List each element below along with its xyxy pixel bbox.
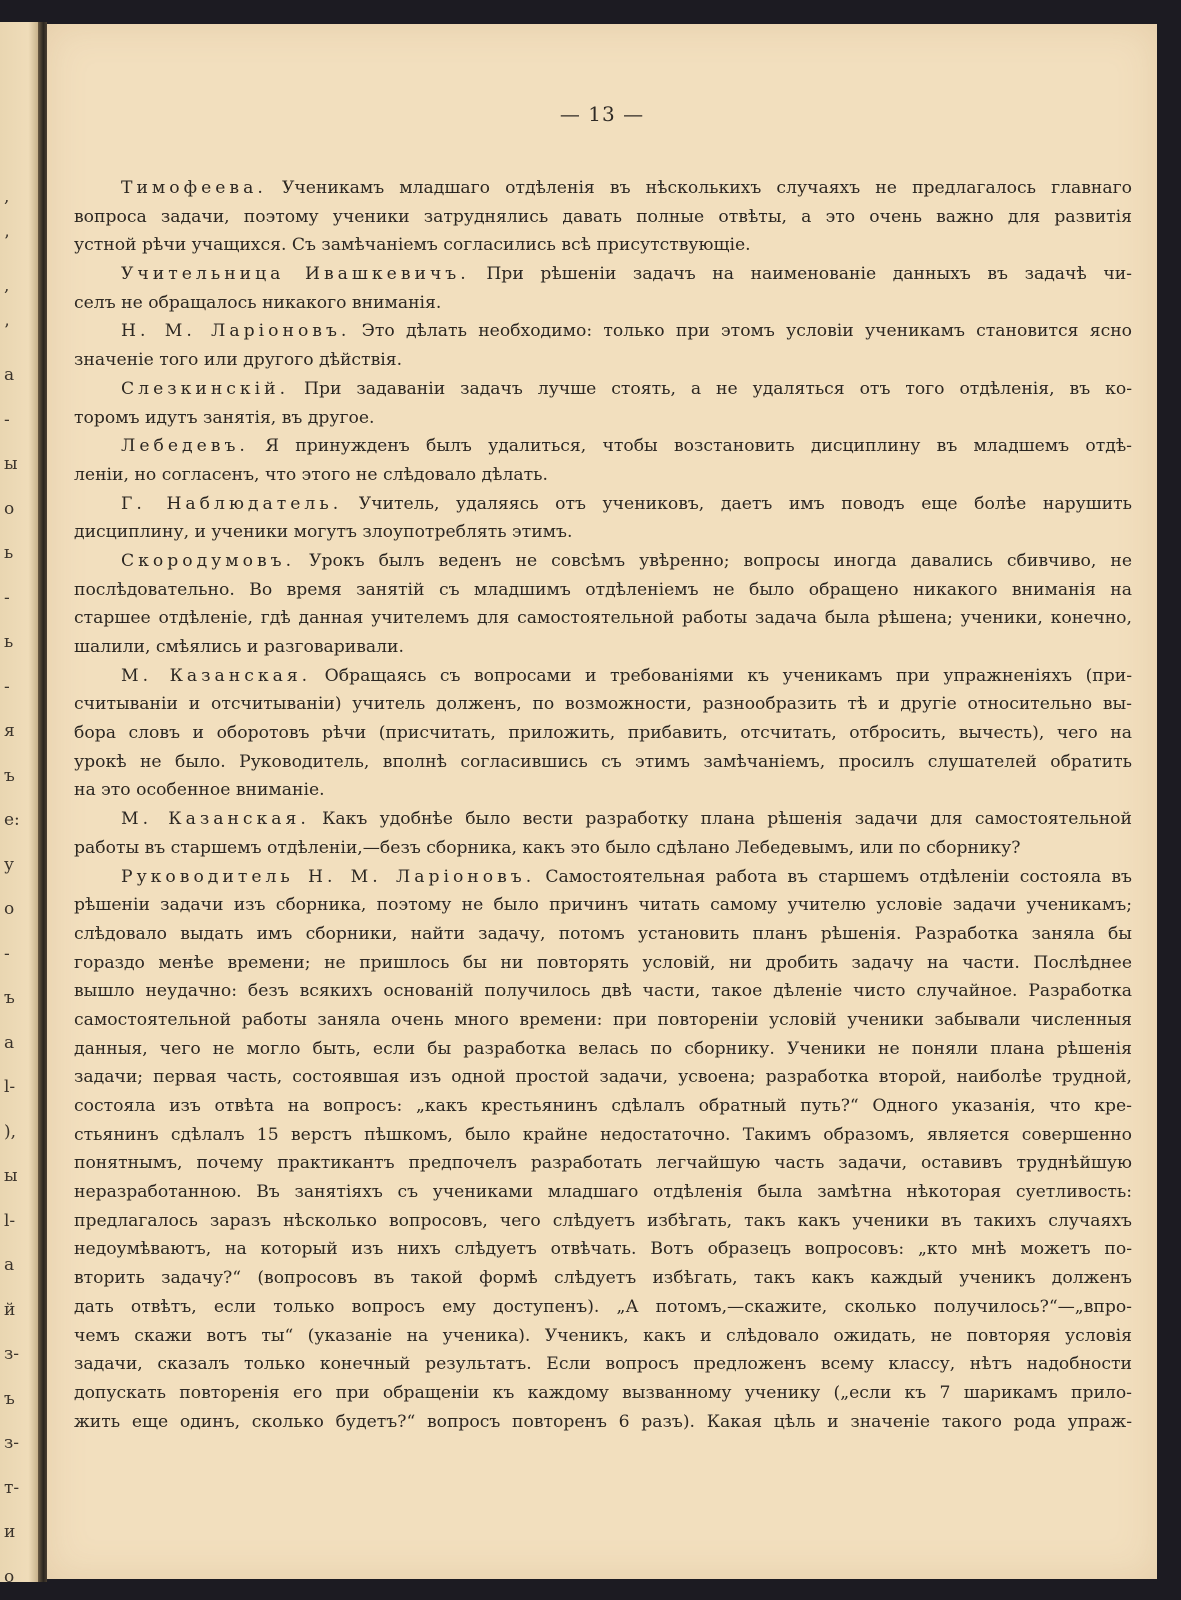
line-text: допускать повторенія его при обращеніи къ каждому вызванному ученику („если къ 7 шарикамъ прило- bbox=[74, 1382, 1132, 1403]
adjacent-page-fragment: з- bbox=[4, 1344, 20, 1364]
line-text: Самостоятельная работа въ старшемъ отдѣленіи состояла въ bbox=[535, 866, 1132, 887]
speaker-line bbox=[74, 547, 1132, 576]
text-line bbox=[74, 1178, 1132, 1207]
line-text: вышло неудачно: безъ всякихъ основаній получилось двѣ части, такое дѣленіе чисто случайное. Разработка bbox=[74, 981, 1132, 1002]
line-text: дисциплину, и ученики могутъ злоупотреблять этимъ. bbox=[74, 522, 573, 543]
speaker-line bbox=[74, 260, 1132, 289]
line-text: рѣшеніи задачи изъ сборника, поэтому не было причинъ читать самому учителю условіе задачи ученикамъ; bbox=[74, 895, 1132, 916]
speaker-name: Н. М. Ларіоновъ. bbox=[121, 321, 351, 342]
text-line bbox=[74, 977, 1132, 1006]
line-text: считываніи и отсчитываніи) учитель долженъ, по возможности, разнообразить тѣ и другіе относительно вы- bbox=[74, 694, 1132, 715]
adjacent-page-fragment: е: bbox=[4, 810, 20, 830]
line-text: послѣдовательно. Во время занятій съ младшимъ отдѣленіемъ не было обращено никакого вниманія на bbox=[74, 579, 1132, 600]
page-number: — 13 — bbox=[559, 102, 645, 126]
text-line bbox=[74, 289, 1132, 318]
line-text: Это дѣлать необходимо: только при этомъ условіи ученикамъ становится ясно bbox=[350, 321, 1132, 342]
speaker-name: М. Казанская. bbox=[121, 665, 312, 686]
speaker-line bbox=[74, 490, 1132, 519]
line-text: Ученикамъ младшаго отдѣленія въ нѣсколькихъ случаяхъ не предлагалось главнаго bbox=[266, 178, 1132, 198]
adjacent-page-fragment: ), bbox=[4, 1121, 17, 1142]
line-text: вопроса задачи, поэтому ученики затруднялись давать полные отвѣты, а это очень важно для развитія bbox=[74, 206, 1132, 227]
speaker-name: Скородумовъ. bbox=[121, 550, 296, 571]
text-line bbox=[74, 576, 1132, 605]
text-line bbox=[74, 748, 1132, 777]
text-line bbox=[74, 1121, 1132, 1150]
speaker-name: Руководитель Н. М. Ларіоновъ. bbox=[121, 866, 536, 887]
line-text: Обращаясь съ вопросами и требованіями къ ученикамъ при упражненіяхъ (при- bbox=[311, 665, 1132, 686]
adjacent-page-fragment: у bbox=[4, 854, 15, 875]
adjacent-page-fragment: ’ bbox=[4, 320, 10, 341]
line-text: При рѣшеніи задачъ на наименованіе данныхъ въ задачѣ чи- bbox=[469, 264, 1132, 285]
adjacent-page-fragment: - bbox=[4, 409, 10, 430]
text-line bbox=[74, 1063, 1132, 1092]
adjacent-page-fragment: а bbox=[4, 1032, 15, 1053]
speaker-line bbox=[74, 863, 1132, 892]
speaker-name: Слезкинскій. bbox=[121, 378, 290, 399]
line-text: недоумѣваютъ, на который изъ нихъ слѣдуетъ отвѣчать. Вотъ образецъ вопросовъ: „кто мнѣ можетъ по- bbox=[74, 1239, 1132, 1260]
adjacent-page-fragment: о bbox=[4, 899, 15, 919]
text-line bbox=[74, 404, 1132, 433]
text-line bbox=[74, 1207, 1132, 1236]
line-text: торомъ идутъ занятія, въ другое. bbox=[74, 407, 375, 428]
text-line bbox=[74, 1379, 1132, 1408]
text-line bbox=[74, 346, 1132, 375]
adjacent-page-fragment: я bbox=[4, 721, 15, 741]
document-page bbox=[47, 24, 1157, 1579]
text-line bbox=[74, 518, 1132, 547]
text-line bbox=[74, 834, 1132, 863]
line-text: Какъ удобнѣе было вести разработку плана рѣшенія задачи для самостоятельной bbox=[309, 809, 1132, 830]
text-line bbox=[74, 231, 1132, 260]
adjacent-page-fragment: ь bbox=[4, 543, 14, 563]
adjacent-page-fragment: т- bbox=[4, 1477, 20, 1498]
book-gutter bbox=[38, 22, 47, 1582]
adjacent-page-fragment: - bbox=[4, 587, 10, 608]
adjacent-page-fragment: , bbox=[4, 187, 10, 207]
speaker-line bbox=[74, 805, 1132, 834]
line-text: предлагалось заразъ нѣсколько вопросовъ, чего слѣдуетъ избѣгать, такъ какъ ученики въ такихъ случаяхъ bbox=[74, 1210, 1132, 1231]
line-text: При задаваніи задачъ лучше стоять, а не удаляться отъ того отдѣленія, въ ко- bbox=[289, 378, 1132, 399]
line-text: вторить задачу?“ (вопросовъ въ такой формѣ слѣдуетъ избѣгать, такъ какъ каждый ученикъ долженъ bbox=[74, 1268, 1132, 1289]
text-line bbox=[74, 1350, 1132, 1379]
line-text: на это особенное вниманіе. bbox=[74, 780, 325, 801]
line-text: данныя, чего не могло быть, если бы разработка велась по сборнику. Ученики не поняли плана рѣшенія bbox=[74, 1038, 1132, 1059]
line-text: Учитель, удаляясь отъ учениковъ, даетъ имъ поводъ еще болѣе нарушить bbox=[342, 493, 1132, 514]
line-text: слѣдовало выдать имъ сборники, найти задачу, потомъ установить планъ рѣшенія. Разработка заняла бы bbox=[74, 923, 1132, 944]
line-text: задачи; первая часть, состоявшая изъ одной простой задачи, усвоена; разработка второй, наиболѣе трудной, bbox=[74, 1067, 1132, 1088]
line-text: самостоятельной работы заняла очень много времени: при повтореніи условій ученики забывали численныя bbox=[74, 1009, 1132, 1030]
speaker-line bbox=[74, 375, 1132, 404]
text-line bbox=[74, 604, 1132, 633]
adjacent-page-fragment: ы bbox=[4, 454, 18, 474]
text-line bbox=[74, 1235, 1132, 1264]
text-line bbox=[74, 1006, 1132, 1035]
adjacent-page-fragment: а bbox=[4, 365, 15, 385]
text-line bbox=[74, 920, 1132, 949]
adjacent-page-fragment: о bbox=[4, 1566, 15, 1582]
text-line bbox=[74, 891, 1132, 920]
text-line bbox=[74, 633, 1132, 662]
adjacent-page-fragment: и bbox=[4, 1522, 16, 1542]
speaker-name: Г. Наблюдатель. bbox=[121, 493, 343, 514]
line-text: устной рѣчи учащихся. Съ замѣчаніемъ согласились всѣ присутствующіе. bbox=[74, 235, 751, 256]
adjacent-page-fragment: ’ bbox=[4, 231, 10, 252]
speaker-name: Тимофеева. bbox=[121, 178, 267, 198]
text-line bbox=[74, 461, 1132, 490]
body-text bbox=[74, 174, 1132, 1436]
adjacent-page-fragment: , bbox=[4, 276, 10, 296]
text-line bbox=[74, 719, 1132, 748]
line-text: состояла изъ отвѣта на вопросъ: „какъ крестьянинъ сдѣлалъ обратный путь?“ Одного указанія, что кре- bbox=[74, 1096, 1132, 1116]
line-text: Урокъ былъ веденъ не совсѣмъ увѣренно; вопросы иногда давались сбивчиво, не bbox=[295, 550, 1132, 571]
line-text: селъ не обращалось никакого вниманія. bbox=[74, 292, 442, 313]
text-line bbox=[74, 949, 1132, 978]
adjacent-page-fragment: о bbox=[4, 498, 15, 519]
adjacent-page-fragment: з- bbox=[4, 1433, 20, 1453]
adjacent-page-fragment: ъ bbox=[4, 988, 15, 1008]
line-text: чемъ скажи вотъ ты“ (указаніе на ученика). Ученикъ, какъ и слѣдовало ожидать, не повторяя условія bbox=[74, 1325, 1132, 1346]
text-line bbox=[74, 776, 1132, 805]
adjacent-page-fragment: ь bbox=[4, 632, 14, 652]
adjacent-page-fragment: ъ bbox=[4, 1388, 15, 1409]
speaker-line bbox=[74, 174, 1132, 203]
text-line bbox=[74, 1035, 1132, 1064]
adjacent-page-fragment: l- bbox=[4, 1210, 16, 1231]
adjacent-page-edge bbox=[0, 22, 38, 1582]
speaker-name: М. Казанская. bbox=[121, 809, 310, 830]
text-line bbox=[74, 1092, 1132, 1121]
adjacent-page-fragment: ы bbox=[4, 1166, 18, 1186]
line-text: леніи, но согласенъ, что этого не слѣдовало дѣлать. bbox=[74, 464, 548, 485]
adjacent-page-fragment: - bbox=[4, 943, 10, 964]
line-text: урокѣ не было. Руководитель, вполнѣ согласившись съ этимъ замѣчаніемъ, просилъ слушателей обратить bbox=[74, 751, 1132, 772]
line-text: задачи, сказалъ только конечный результатъ. Если вопросъ предложенъ всему классу, нѣтъ надобности bbox=[74, 1354, 1132, 1375]
speaker-name: Учительница Ивашкевичъ. bbox=[121, 264, 470, 285]
speaker-line bbox=[74, 662, 1132, 691]
text-line bbox=[74, 1264, 1132, 1293]
line-text: жить еще одинъ, сколько будетъ?“ вопросъ повторенъ 6 разъ). Какая цѣль и значеніе такого рода упраж- bbox=[74, 1411, 1132, 1432]
line-text: дать отвѣтъ, если только вопросъ ему доступенъ). „А потомъ,—скажите, сколько получилось?“—„впро- bbox=[74, 1296, 1132, 1317]
adjacent-page-fragment: й bbox=[4, 1299, 16, 1320]
line-text: гораздо менѣе времени; не пришлось бы ни повторять условій, ни дробить задачу на части. Послѣднее bbox=[74, 952, 1132, 973]
line-text: понятнымъ, почему практикантъ предпочелъ разработать легчайшую часть задачи, оставивъ труднѣйшую bbox=[74, 1153, 1132, 1174]
line-text: шалили, смѣялись и разговаривали. bbox=[74, 637, 404, 657]
speaker-line bbox=[74, 317, 1132, 346]
text-line bbox=[74, 203, 1132, 232]
line-text: работы въ старшемъ отдѣленіи,—безъ сборника, какъ это было сдѣлано Лебедевымъ, или по сборнику? bbox=[74, 837, 1021, 858]
line-text: старшее отдѣленіе, гдѣ данная учителемъ для самостоятельной работы задача была рѣшена; ученики, конечно, bbox=[74, 608, 1132, 629]
line-text: неразработанною. Въ занятіяхъ съ учениками младшаго отдѣленія была замѣтна нѣкоторая суетливость: bbox=[74, 1182, 1132, 1203]
text-line bbox=[74, 1293, 1132, 1322]
adjacent-page-fragment: - bbox=[4, 676, 10, 697]
adjacent-page-fragment: а bbox=[4, 1255, 15, 1275]
text-line bbox=[74, 690, 1132, 719]
adjacent-page-fragment: l- bbox=[4, 1077, 16, 1097]
adjacent-page-fragment: ъ bbox=[4, 765, 15, 786]
speaker-line bbox=[74, 432, 1132, 461]
line-text: стьянинъ сдѣлалъ 15 верстъ пѣшкомъ, было крайне недостаточно. Такимъ образомъ, является совершенно bbox=[74, 1124, 1132, 1145]
line-text: значеніе того или другого дѣйствія. bbox=[74, 350, 403, 371]
text-line bbox=[74, 1322, 1132, 1351]
line-text: Я принужденъ былъ удалиться, чтобы возстановить дисциплину въ младшемъ отдѣ- bbox=[248, 436, 1132, 457]
text-line bbox=[74, 1149, 1132, 1178]
line-text: бора словъ и оборотовъ рѣчи (присчитать, приложить, прибавить, отсчитать, отбросить, вычесть), чего на bbox=[74, 723, 1132, 744]
speaker-name: Лебедевъ. bbox=[121, 436, 249, 457]
text-line bbox=[74, 1408, 1132, 1437]
